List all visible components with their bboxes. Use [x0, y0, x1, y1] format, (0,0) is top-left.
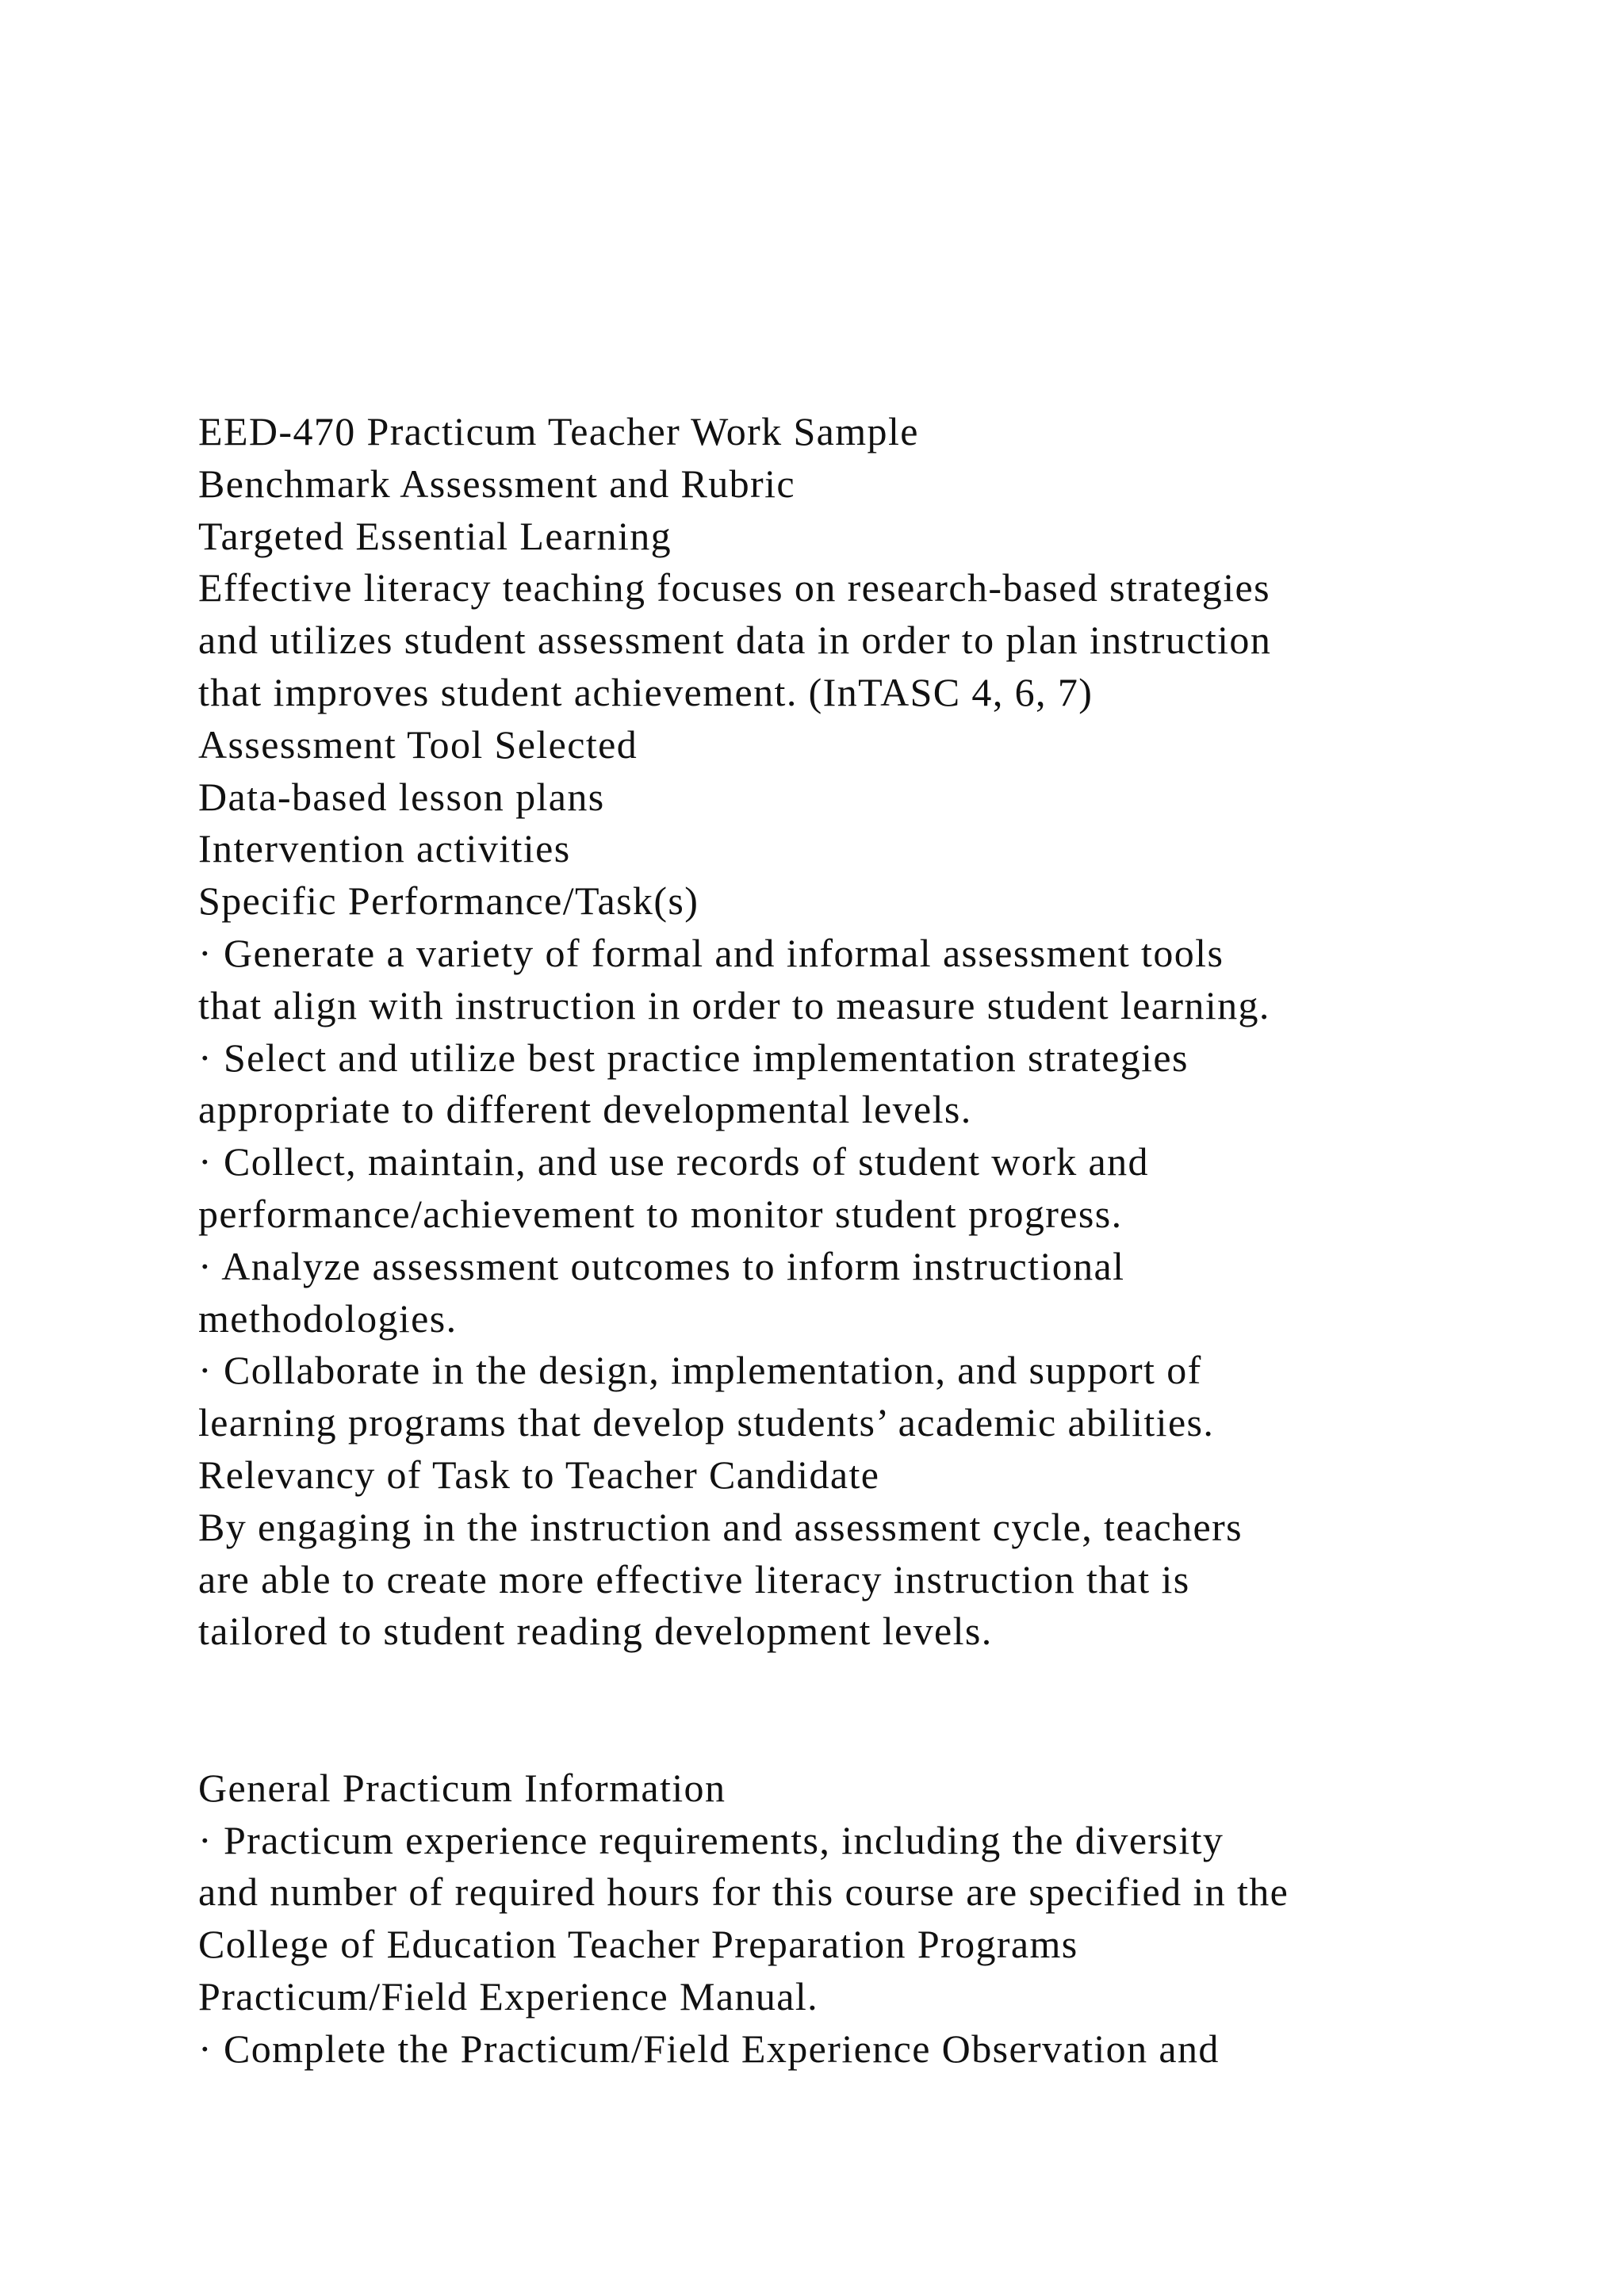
text-line: Data-based lesson plans: [198, 774, 605, 819]
bullet-line: · Select and utilize best practice implementation strategies: [198, 1035, 1189, 1080]
bullet-line: · Collaborate in the design, implementation, and support of: [198, 1348, 1202, 1393]
heading-specific-performance: Specific Performance/Task(s): [198, 878, 699, 924]
text-line: tailored to student reading development levels.: [198, 1609, 993, 1654]
text-line: are able to create more effective literacy instruction that is: [198, 1556, 1190, 1601]
document-subtitle: Benchmark Assessment and Rubric: [198, 461, 795, 506]
bullet-line: · Analyze assessment outcomes to inform instructional: [198, 1243, 1125, 1288]
text-line: appropriate to different developmental levels.: [198, 1087, 972, 1132]
section-gap: [198, 1658, 1546, 1762]
heading-targeted-essential-learning: Targeted Essential Learning: [198, 513, 672, 558]
bullet-line: · Complete the Practicum/Field Experience Observation and: [198, 2026, 1220, 2071]
bullet-line: · Collect, maintain, and use records of student work and: [198, 1139, 1149, 1184]
text-line: methodologies.: [198, 1295, 458, 1341]
document-body: [198, 406, 1546, 2076]
text-line: Intervention activities: [198, 826, 571, 871]
heading-relevancy: Relevancy of Task to Teacher Candidate: [198, 1452, 880, 1497]
text-line: performance/achievement to monitor student progress.: [198, 1191, 1123, 1236]
text-line: College of Education Teacher Preparation Programs: [198, 1922, 1078, 1967]
heading-assessment-tool: Assessment Tool Selected: [198, 721, 638, 767]
heading-general-practicum: General Practicum Information: [198, 1765, 726, 1810]
document-title: EED-470 Practicum Teacher Work Sample: [198, 409, 919, 453]
text-line: learning programs that develop students’ academic abilities.: [198, 1400, 1215, 1445]
text-line: and number of required hours for this course are specified in the: [198, 1869, 1289, 1915]
bullet-line: · Practicum experience requirements, including the diversity: [198, 1817, 1224, 1862]
text-line: and utilizes student assessment data in order to plan instruction: [198, 618, 1272, 663]
text-line: By engaging in the instruction and assessment cycle, teachers: [198, 1504, 1243, 1549]
text-line: Practicum/Field Experience Manual.: [198, 1973, 819, 2019]
text-line: that align with instruction in order to measure student learning.: [198, 982, 1270, 1027]
bullet-line: · Generate a variety of formal and informal assessment tools: [198, 930, 1224, 975]
text-line: that improves student achievement. (InTASC 4, 6, 7): [198, 669, 1094, 714]
text-line: Effective literacy teaching focuses on research-based strategies: [198, 565, 1270, 610]
